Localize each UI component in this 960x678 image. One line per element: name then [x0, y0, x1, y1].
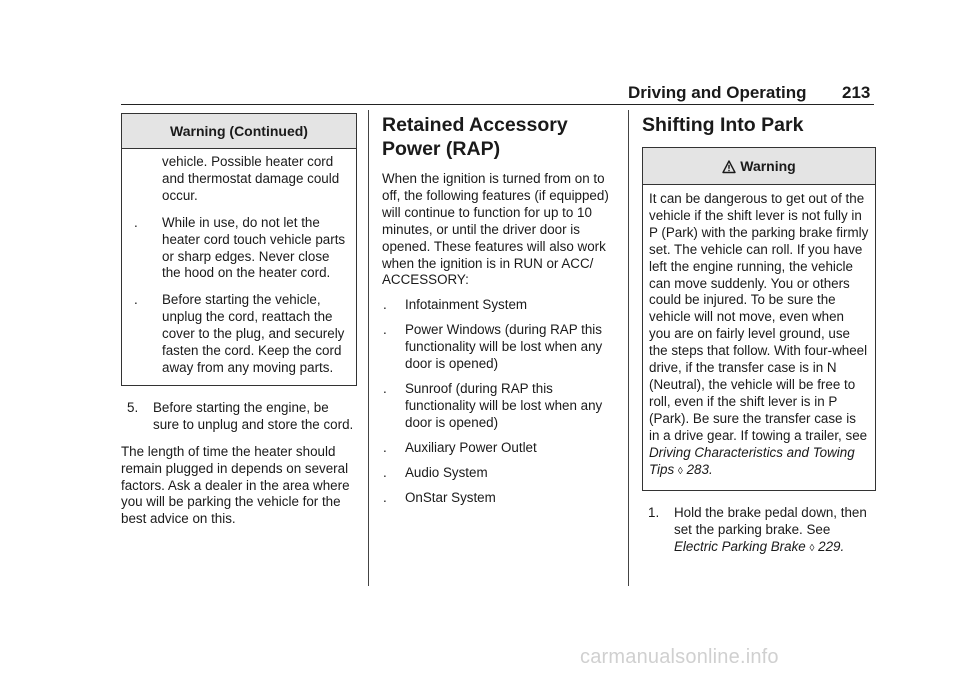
section-heading-park: Shifting Into Park	[642, 114, 804, 136]
warning-continued-text: vehicle. Possible heater cord and thermostat damage could occur.	[162, 154, 340, 203]
xref-arrow-icon: ◊	[809, 543, 815, 555]
xref-electric-parking-brake[interactable]: Electric Parking Brake	[674, 539, 806, 555]
body-paragraph: The length of time the heater should remain plugged in depends on several factors. Ask a dealer in the area where you will be parking the vehicle for the best advice on this.	[121, 443, 350, 527]
warning-bullet	[130, 292, 348, 377]
bullet-mark: .	[383, 322, 387, 338]
bullet-mark: .	[383, 380, 387, 396]
list-item	[382, 440, 618, 457]
watermark: carmanualsonline.info	[580, 646, 779, 668]
rap-intro: When the ignition is turned from on to off, the following features (if equipped) will continue to function for up to 10 minutes, or until the driver door is opened. These features will also work when the ignition is in RUN or ACC/ ACCESSORY:	[382, 171, 609, 288]
column-divider-2	[628, 110, 629, 586]
xref-arrow-icon: ◊	[677, 465, 683, 477]
list-item-text: Infotainment System	[405, 297, 528, 313]
list-item-text: Audio System	[405, 464, 488, 480]
warning-triangle-icon	[722, 151, 736, 187]
column-3	[642, 113, 876, 568]
step-1	[648, 505, 876, 558]
page-number: 213	[842, 83, 871, 102]
column-2	[382, 113, 618, 514]
list-item	[382, 465, 618, 482]
list-item-text: Power Windows (during RAP this functionality will be lost when any door is opened)	[405, 322, 603, 372]
bullet-mark: .	[383, 464, 387, 480]
step-text-wrap: Hold the brake pedal down, then set the parking brake. See Electric Parking Brake ◊ 229.	[674, 505, 867, 555]
bullet-mark: .	[134, 292, 138, 308]
bullet-mark: .	[383, 297, 387, 313]
xref-page-283[interactable]: 283	[686, 461, 709, 477]
list-item	[382, 297, 618, 314]
step-text: Before starting the engine, be sure to unplug and store the cord.	[153, 399, 354, 432]
bullet-text: Before starting the vehicle, unplug the cord, reattach the cover to the plug, and securely fasten the cord. Keep the cord away from any moving parts.	[162, 292, 345, 375]
bullet-mark: .	[383, 489, 387, 505]
warning-box	[642, 147, 876, 491]
list-item-text: Auxiliary Power Outlet	[405, 439, 537, 455]
warning-text: It can be dangerous to get out of the vehicle if the shift lever is not fully in P (Park) with the parking brake firmly set. The vehicle can roll. If you have left the engine running, the vehicle can move suddenly. You or others could be injured. To be sure the vehicle will not move, even when you are on fairly level ground, use the steps that follow. With four-wheel drive, if the transfer case is in N (Neutral), the vehicle will be free to roll, even if the shift lever is in P (Park). Be sure the transfer case is in a drive gear. If towing a trailer, see	[649, 191, 869, 443]
list-item	[382, 322, 618, 373]
bullet-mark: .	[134, 214, 138, 230]
list-item-text: Sunroof (during RAP this functionality will be lost when any door is opened)	[405, 380, 603, 430]
column-1	[121, 113, 357, 528]
page-header	[0, 0, 960, 110]
section-title: Driving and Operating	[628, 83, 807, 102]
warning-body	[122, 149, 356, 385]
xref-towing-tips[interactable]: Driving Characteristics and Towing Tips	[649, 444, 855, 477]
warning-box-continued	[121, 113, 357, 386]
step-number: 5.	[127, 399, 139, 415]
step-5	[127, 400, 357, 434]
warning-title: Warning (Continued)	[122, 114, 356, 149]
warning-body: It can be dangerous to get out of the vehicle if the shift lever is not fully in P (Park) with the parking brake firmly set. The vehicle can roll. If you have left the engine running, the vehicle can move suddenly. You or others could be injured. To be sure the vehicle will not move, even when you are on fairly level ground, use the steps that follow. With four-wheel drive, if the transfer case is in N (Neutral), the vehicle will be free to roll, even if the shift lever is in P (Park). Be sure the transfer case is in a drive gear. If towing a trailer, see Driving Characteristics and Towing Tips ◊ 283.	[649, 191, 869, 477]
bullet-mark: .	[383, 439, 387, 455]
list-item-text: OnStar System	[405, 489, 496, 505]
list-item	[382, 381, 618, 432]
xref-page-229[interactable]: 229	[818, 539, 841, 555]
header-rule	[121, 104, 874, 105]
bullet-text: While in use, do not let the heater cord touch vehicle parts or sharp edges. Never close the hood on the heater cord.	[162, 214, 346, 281]
step-number: 1.	[648, 505, 660, 521]
warning-header	[643, 148, 875, 185]
step-text: Hold the brake pedal down, then set the parking brake. See	[674, 505, 867, 538]
section-heading-rap: Retained Accessory Power (RAP)	[382, 114, 568, 160]
warning-title: Warning	[740, 158, 796, 174]
column-divider-1	[368, 110, 369, 586]
warning-bullet	[130, 215, 348, 283]
list-item	[382, 490, 618, 507]
